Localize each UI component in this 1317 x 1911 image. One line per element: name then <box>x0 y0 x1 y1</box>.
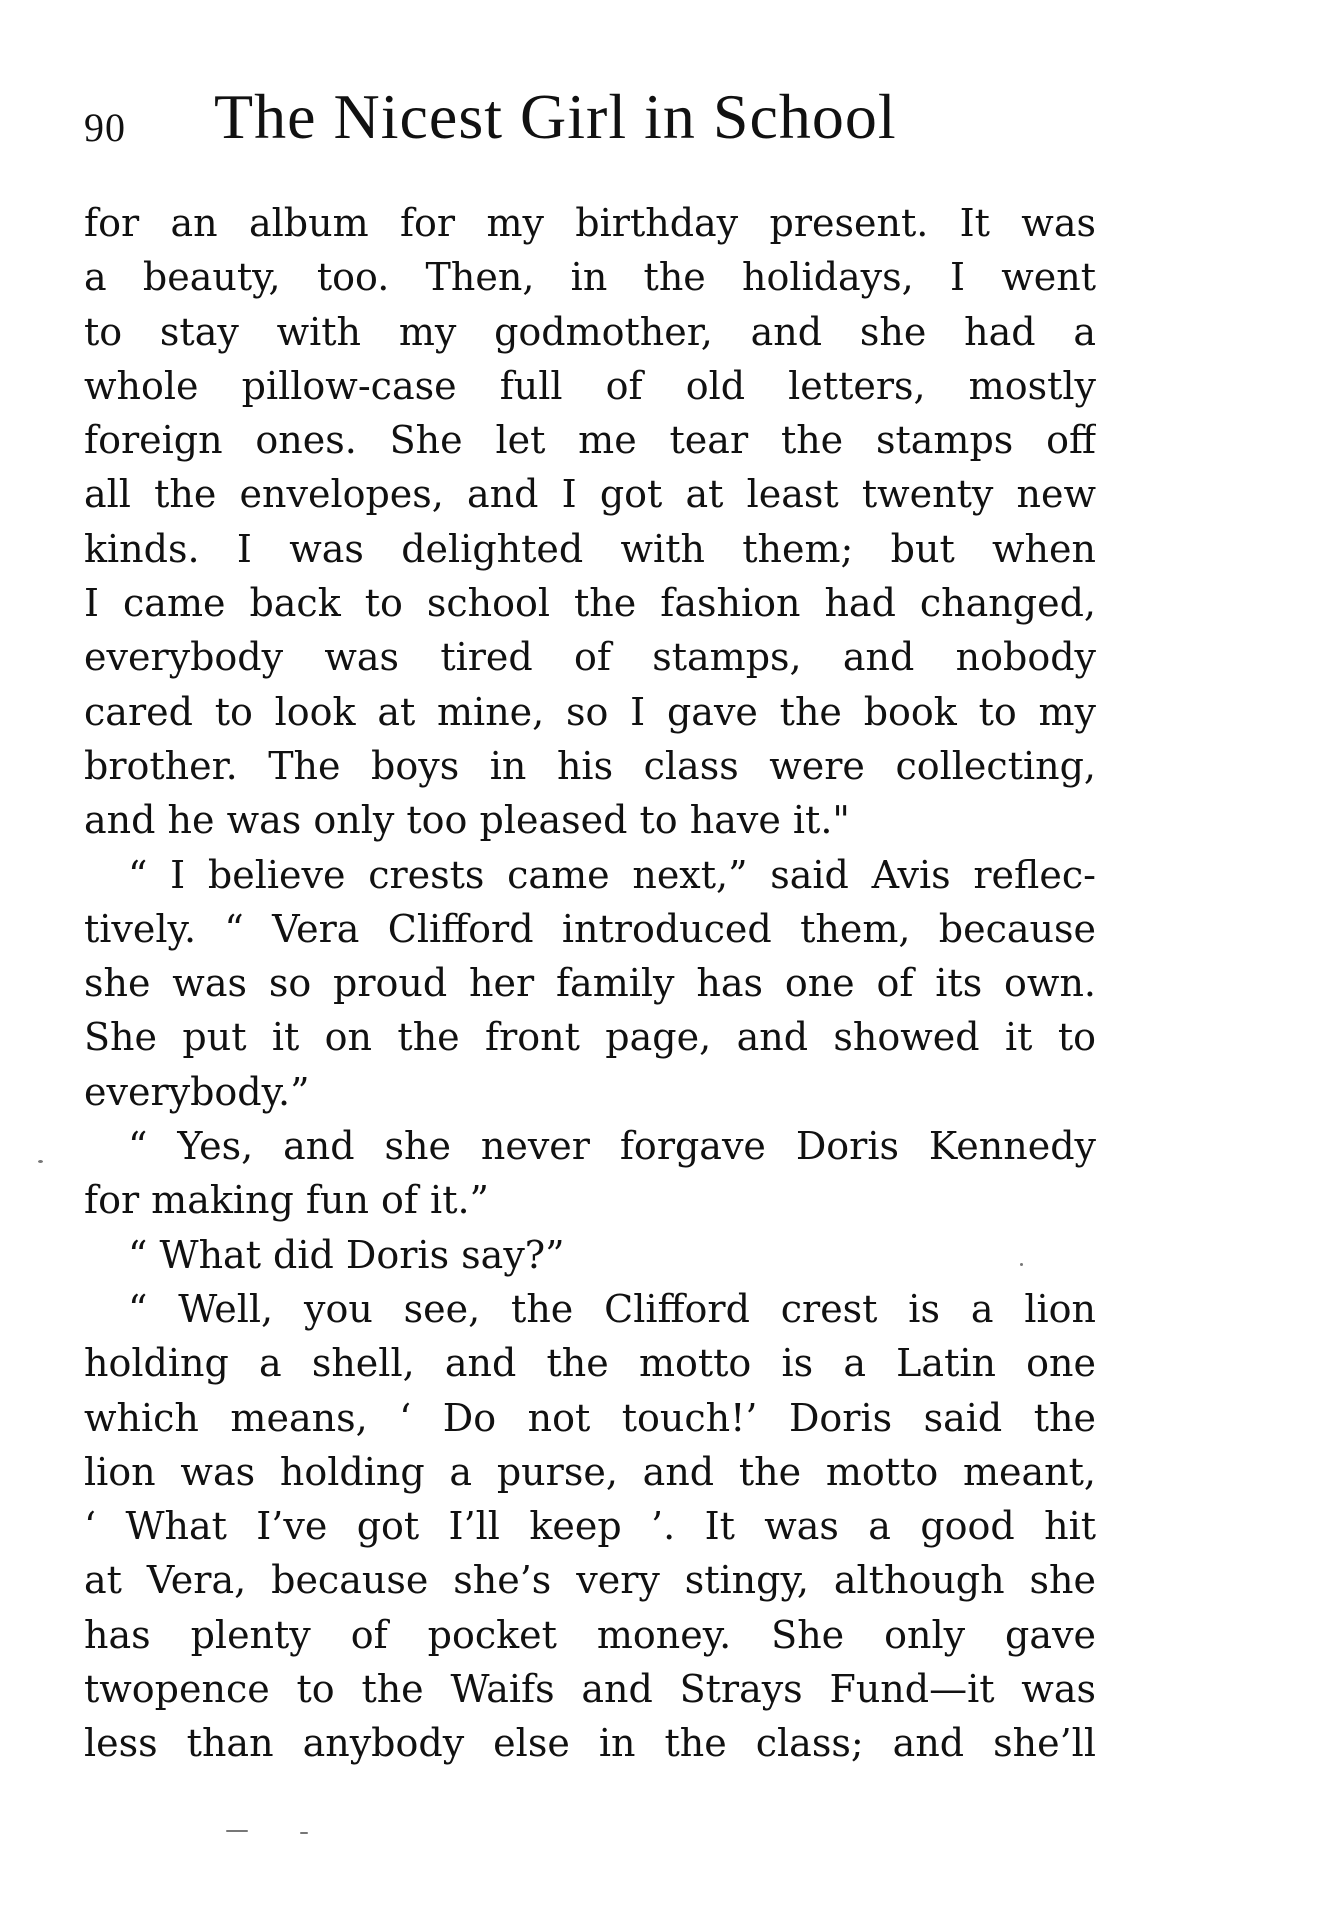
text-line: a beauty, too. Then, in the holidays, I went <box>84 255 1096 300</box>
text-line: which means, ‘ Do not touch!’ Doris said the <box>84 1395 1096 1440</box>
text-line: cared to look at mine, so I gave the book to my <box>84 689 1096 734</box>
page-number: 90 <box>84 105 126 150</box>
text-line: has plenty of pocket money. She only gave <box>84 1612 1096 1657</box>
text-line: She put it on the front page, and showed it to <box>84 1015 1096 1060</box>
text-line: everybody.” <box>84 1069 310 1114</box>
text-line: ‘ What I’ve got I’ll keep ’. It was a good hit <box>84 1504 1096 1549</box>
body-text <box>84 196 1096 1771</box>
text-line: for making fun of it.” <box>84 1178 489 1223</box>
text-line: and he was only too pleased to have it." <box>84 798 850 843</box>
text-line: I came back to school the fashion had changed, <box>84 581 1096 626</box>
text-line: “ Well, you see, the Clifford crest is a lion <box>128 1286 1096 1331</box>
margin-speck <box>226 1830 248 1832</box>
text-line: at Vera, because she’s very stingy, although she <box>84 1558 1096 1603</box>
page-header <box>84 80 1104 160</box>
text-line: all the envelopes, and I got at least twenty new <box>84 472 1096 517</box>
text-line: everybody was tired of stamps, and nobody <box>84 635 1096 680</box>
text-line: she was so proud her family has one of its own. <box>84 961 1096 1006</box>
text-line: “ What did Doris say?” <box>128 1232 565 1277</box>
text-line: whole pillow-case full of old letters, mostly <box>84 363 1096 408</box>
text-line: “ Yes, and she never forgave Doris Kennedy <box>128 1124 1096 1169</box>
text-line: “ I believe crests came next,” said Avis reflec- <box>128 852 1096 897</box>
text-line: to stay with my godmother, and she had a <box>84 309 1096 354</box>
text-line: lion was holding a purse, and the motto meant, <box>84 1449 1096 1494</box>
text-line: brother. The boys in his class were collecting, <box>84 743 1096 788</box>
text-line: tively. “ Vera Clifford introduced them, because <box>84 906 1096 951</box>
text-line: for an album for my birthday present. It was <box>84 201 1096 245</box>
margin-speck <box>38 1160 43 1163</box>
text-line: twopence to the Waifs and Strays Fund—it was <box>84 1667 1096 1712</box>
running-title: The Nicest Girl in School <box>214 81 897 152</box>
text-line: less than anybody else in the class; and she’ll <box>84 1721 1096 1766</box>
margin-speck <box>1020 1263 1023 1266</box>
text-line: foreign ones. She let me tear the stamps off <box>84 418 1096 463</box>
margin-speck <box>300 1832 308 1834</box>
text-line: kinds. I was delighted with them; but when <box>84 526 1096 571</box>
text-line: holding a shell, and the motto is a Latin one <box>84 1341 1096 1386</box>
